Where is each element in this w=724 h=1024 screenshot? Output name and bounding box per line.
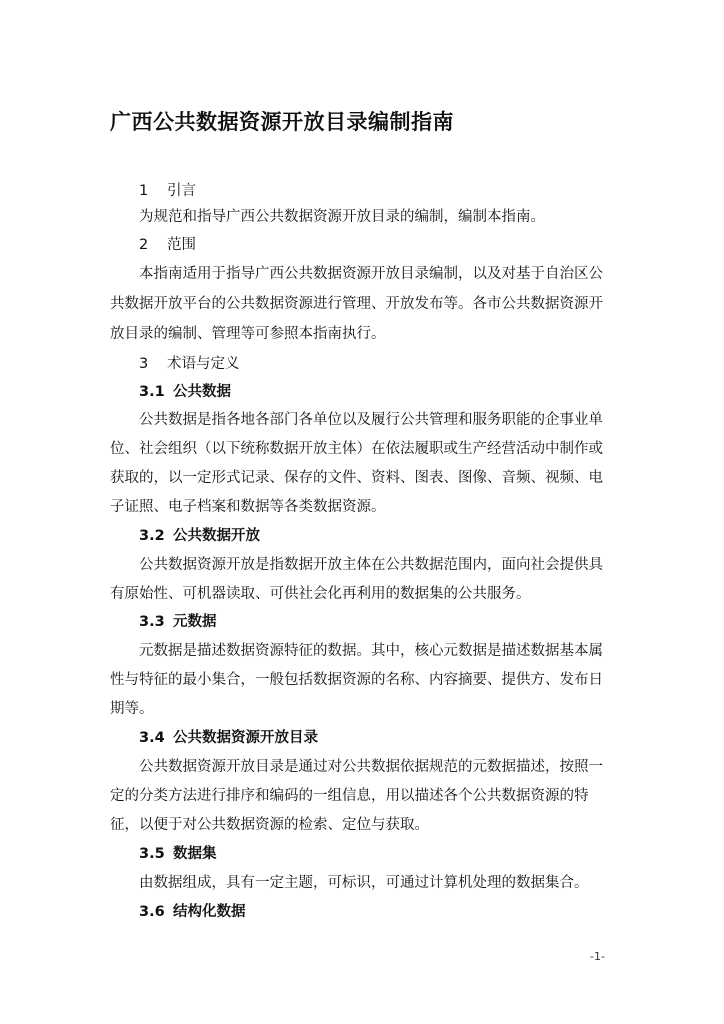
subsection-number: 3.6 (139, 904, 165, 920)
subsection-heading (139, 728, 615, 750)
paragraph-line: 定的分类方法进行排序和编码的一组信息，用以描述各个公共数据资源的特 (110, 788, 589, 804)
section-number: 3 (139, 356, 149, 372)
section-heading (139, 354, 615, 376)
paragraph-line: 为规范和指导广西公共数据资源开放目录的编制，编制本指南。 (139, 209, 545, 225)
subsection-number: 3.4 (139, 730, 165, 746)
paragraph-line: 公共数据资源开放目录是通过对公共数据依据规范的元数据描述，按照一 (139, 759, 603, 775)
section-label: 引言 (167, 183, 196, 199)
subsection-heading (139, 382, 615, 404)
paragraph-line: 元数据是描述数据资源特征的数据。其中，核心元数据是描述数据基本属 (139, 643, 603, 659)
subsection-number: 3.5 (139, 846, 165, 862)
paragraph-line: 期等。 (110, 701, 154, 717)
subsection-label: 结构化数据 (173, 904, 246, 920)
paragraph-line: 位、社会组织（以下统称数据开放主体）在依法履职或生产经营活动中制作或 (110, 441, 603, 457)
document-title: 广西公共数据资源开放目录编制指南 (110, 110, 454, 134)
section-number: 1 (139, 183, 149, 199)
paragraph-line: 公共数据资源开放是指数据开放主体在公共数据范围内，面向社会提供具 (139, 557, 603, 573)
subsection-label: 公共数据开放 (173, 528, 260, 544)
page-number: -1- (590, 950, 605, 963)
paragraph-line: 本指南适用于指导广西公共数据资源开放目录编制，以及对基于自治区公 (139, 266, 603, 282)
subsection-number: 3.3 (139, 614, 165, 630)
paragraph-line: 获取的，以一定形式记录、保存的文件、资料、图表、图像、音频、视频、电 (110, 470, 603, 486)
subsection-label: 公共数据资源开放目录 (173, 730, 318, 746)
subsection-heading (139, 844, 615, 866)
paragraph-line: 性与特征的最小集合，一般包括数据资源的名称、内容摘要、提供方、发布日 (110, 672, 603, 688)
paragraph-line: 由数据组成，具有一定主题，可标识，可通过计算机处理的数据集合。 (139, 875, 589, 891)
subsection-heading (139, 902, 615, 924)
section-label: 术语与定义 (167, 356, 240, 372)
paragraph-line: 有原始性、可机器读取、可供社会化再利用的数据集的公共服务。 (110, 586, 531, 602)
subsection-heading (139, 612, 615, 634)
subsection-label: 公共数据 (173, 384, 231, 400)
paragraph-line: 征，以便于对公共数据资源的检索、定位与获取。 (110, 817, 429, 833)
section-number: 2 (139, 237, 149, 253)
paragraph-line: 公共数据是指各地各部门各单位以及履行公共管理和服务职能的企事业单 (139, 412, 603, 428)
subsection-label: 元数据 (173, 614, 217, 630)
section-heading (139, 181, 615, 203)
paragraph-line: 放目录的编制、管理等可参照本指南执行。 (110, 326, 386, 342)
section-label: 范围 (167, 237, 196, 253)
subsection-label: 数据集 (173, 846, 217, 862)
subsection-heading (139, 526, 615, 548)
paragraph-line: 子证照、电子档案和数据等各类数据资源。 (110, 499, 386, 515)
paragraph-line: 共数据开放平台的公共数据资源进行管理、开放发布等。各市公共数据资源开 (110, 296, 603, 312)
section-heading (139, 235, 615, 257)
subsection-number: 3.2 (139, 528, 165, 544)
subsection-number: 3.1 (139, 384, 165, 400)
